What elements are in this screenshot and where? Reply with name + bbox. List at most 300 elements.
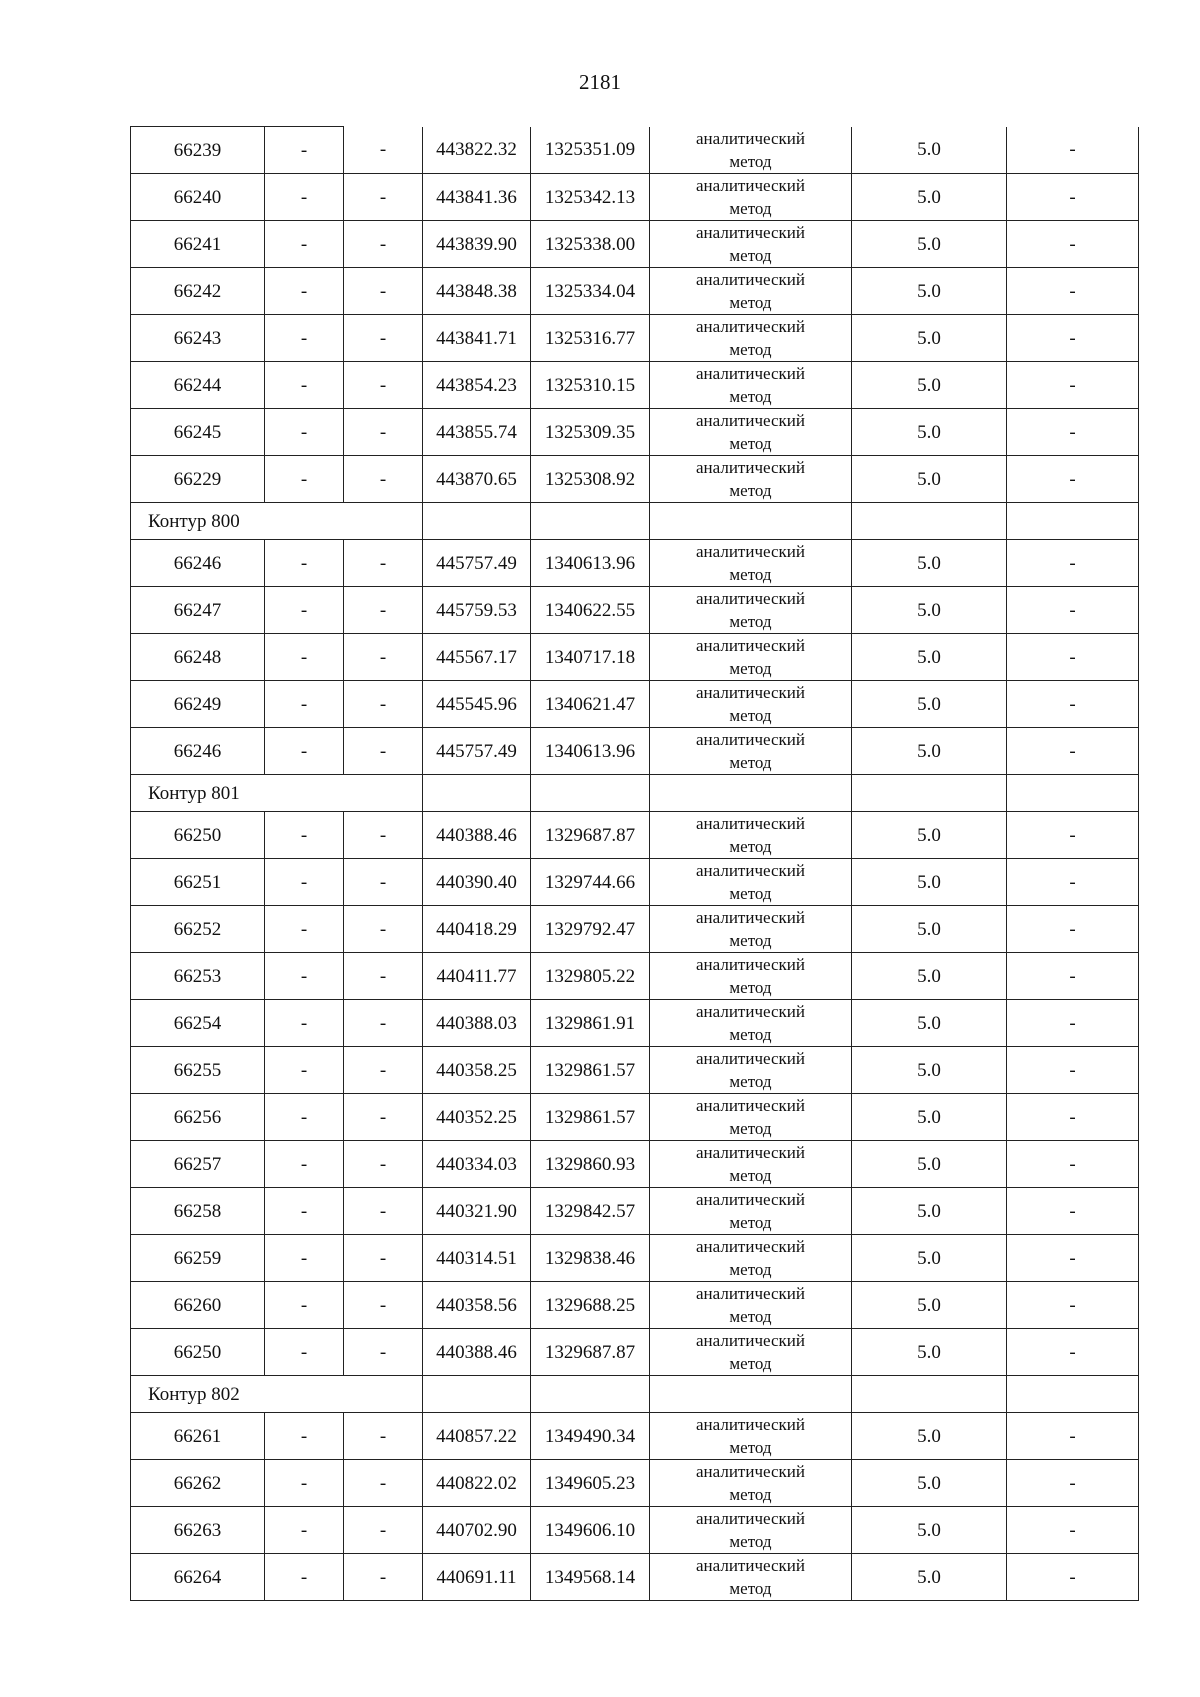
dash-cell: - (1007, 362, 1139, 409)
dash-cell: - (1007, 127, 1139, 174)
dash-cell: - (344, 681, 423, 728)
method-line-2: метод (729, 1260, 772, 1279)
method-cell (650, 540, 852, 587)
accuracy-cell: 5.0 (852, 859, 1007, 906)
dash-cell: - (344, 1094, 423, 1141)
y-coordinate-cell: 1325309.35 (531, 409, 650, 456)
method-line-1: аналитический (696, 908, 805, 927)
accuracy-cell: 5.0 (852, 540, 1007, 587)
x-coordinate-cell: 440358.56 (423, 1282, 531, 1329)
empty-cell (423, 503, 531, 540)
table-row (131, 906, 1139, 953)
dash-cell: - (344, 1141, 423, 1188)
method-line-1: аналитический (696, 1143, 805, 1162)
table-row (131, 1188, 1139, 1235)
point-number-cell: 66259 (131, 1235, 265, 1282)
y-coordinate-cell: 1329744.66 (531, 859, 650, 906)
table-row (131, 812, 1139, 859)
method-line-2: метод (729, 1213, 772, 1232)
method-cell (650, 315, 852, 362)
point-number-cell: 66264 (131, 1554, 265, 1601)
empty-cell (650, 1376, 852, 1413)
method-cell (650, 174, 852, 221)
dash-cell: - (265, 1282, 344, 1329)
method-line-1: аналитический (696, 1331, 805, 1350)
x-coordinate-cell: 440358.25 (423, 1047, 531, 1094)
dash-cell: - (265, 1141, 344, 1188)
point-number-cell: 66257 (131, 1141, 265, 1188)
method-line-1: аналитический (696, 128, 805, 148)
dash-cell: - (265, 1413, 344, 1460)
method-line-2: метод (729, 837, 772, 856)
table-row (131, 1047, 1139, 1094)
method-line-1: аналитический (696, 317, 805, 336)
table-row (131, 728, 1139, 775)
dash-cell: - (265, 634, 344, 681)
point-number-cell: 66255 (131, 1047, 265, 1094)
dash-cell: - (344, 906, 423, 953)
point-number-cell: 66256 (131, 1094, 265, 1141)
method-line-2: метод (729, 246, 772, 265)
y-coordinate-cell: 1325351.09 (531, 127, 650, 174)
accuracy-cell: 5.0 (852, 221, 1007, 268)
x-coordinate-cell: 440822.02 (423, 1460, 531, 1507)
method-line-2: метод (729, 1579, 772, 1598)
accuracy-cell: 5.0 (852, 1282, 1007, 1329)
table-row (131, 634, 1139, 681)
y-coordinate-cell: 1329860.93 (531, 1141, 650, 1188)
dash-cell: - (1007, 1047, 1139, 1094)
method-line-1: аналитический (696, 411, 805, 430)
coordinates-table (130, 126, 1139, 1601)
accuracy-cell: 5.0 (852, 1047, 1007, 1094)
point-number-cell: 66252 (131, 906, 265, 953)
empty-cell (531, 503, 650, 540)
dash-cell: - (344, 634, 423, 681)
point-number-cell: 66240 (131, 174, 265, 221)
point-number-cell: 66243 (131, 315, 265, 362)
dash-cell: - (1007, 906, 1139, 953)
method-line-2: метод (729, 1354, 772, 1373)
dash-cell: - (1007, 1000, 1139, 1047)
point-number-cell: 66258 (131, 1188, 265, 1235)
method-line-2: метод (729, 978, 772, 997)
accuracy-cell: 5.0 (852, 174, 1007, 221)
x-coordinate-cell: 440857.22 (423, 1413, 531, 1460)
dash-cell: - (344, 1413, 423, 1460)
accuracy-cell: 5.0 (852, 127, 1007, 174)
x-coordinate-cell: 443822.32 (423, 127, 531, 174)
x-coordinate-cell: 445545.96 (423, 681, 531, 728)
point-number-cell: 66242 (131, 268, 265, 315)
table-row (131, 859, 1139, 906)
empty-cell (852, 775, 1007, 812)
x-coordinate-cell: 443841.36 (423, 174, 531, 221)
dash-cell: - (265, 1000, 344, 1047)
accuracy-cell: 5.0 (852, 1094, 1007, 1141)
table-row (131, 1000, 1139, 1047)
dash-cell: - (265, 587, 344, 634)
dash-cell: - (265, 1554, 344, 1601)
x-coordinate-cell: 443839.90 (423, 221, 531, 268)
table-row (131, 1282, 1139, 1329)
empty-cell (650, 775, 852, 812)
empty-cell (1007, 1376, 1139, 1413)
x-coordinate-cell: 440388.46 (423, 812, 531, 859)
y-coordinate-cell: 1340613.96 (531, 728, 650, 775)
method-line-1: аналитический (696, 955, 805, 974)
y-coordinate-cell: 1340621.47 (531, 681, 650, 728)
method-cell (650, 906, 852, 953)
method-cell (650, 1329, 852, 1376)
point-number-cell: 66241 (131, 221, 265, 268)
y-coordinate-cell: 1349568.14 (531, 1554, 650, 1601)
dash-cell: - (344, 1460, 423, 1507)
table-row (131, 587, 1139, 634)
table-row (131, 362, 1139, 409)
x-coordinate-cell: 443855.74 (423, 409, 531, 456)
empty-cell (1007, 775, 1139, 812)
x-coordinate-cell: 440388.46 (423, 1329, 531, 1376)
empty-cell (852, 1376, 1007, 1413)
dash-cell: - (1007, 1141, 1139, 1188)
dash-cell: - (1007, 1329, 1139, 1376)
contour-header-row (131, 775, 1139, 812)
dash-cell: - (344, 859, 423, 906)
dash-cell: - (344, 268, 423, 315)
method-cell (650, 1188, 852, 1235)
dash-cell: - (265, 953, 344, 1000)
table-row (131, 221, 1139, 268)
dash-cell: - (265, 315, 344, 362)
point-number-cell: 66246 (131, 728, 265, 775)
y-coordinate-cell: 1329838.46 (531, 1235, 650, 1282)
accuracy-cell: 5.0 (852, 634, 1007, 681)
method-cell (650, 812, 852, 859)
method-cell (650, 859, 852, 906)
table-row (131, 268, 1139, 315)
dash-cell: - (265, 540, 344, 587)
table-row (131, 681, 1139, 728)
page-number: 2181 (579, 70, 621, 94)
dash-cell: - (1007, 456, 1139, 503)
x-coordinate-cell: 443841.71 (423, 315, 531, 362)
table-row (131, 409, 1139, 456)
method-line-2: метод (729, 1532, 772, 1551)
dash-cell: - (265, 1460, 344, 1507)
point-number-cell: 66250 (131, 1329, 265, 1376)
point-number-cell: 66239 (131, 127, 265, 174)
dash-cell: - (1007, 221, 1139, 268)
method-line-2: метод (729, 1307, 772, 1326)
method-cell (650, 1413, 852, 1460)
method-line-1: аналитический (696, 814, 805, 833)
x-coordinate-cell: 440334.03 (423, 1141, 531, 1188)
method-line-1: аналитический (696, 683, 805, 702)
table-row (131, 174, 1139, 221)
accuracy-cell: 5.0 (852, 1460, 1007, 1507)
method-line-2: метод (729, 199, 772, 218)
method-line-1: аналитический (696, 458, 805, 477)
table-row (131, 1507, 1139, 1554)
y-coordinate-cell: 1325338.00 (531, 221, 650, 268)
method-cell (650, 1554, 852, 1601)
method-line-2: метод (729, 481, 772, 500)
method-cell (650, 1047, 852, 1094)
method-line-2: метод (729, 1072, 772, 1091)
empty-cell (1007, 503, 1139, 540)
dash-cell: - (1007, 1188, 1139, 1235)
point-number-cell: 66249 (131, 681, 265, 728)
dash-cell: - (344, 456, 423, 503)
accuracy-cell: 5.0 (852, 268, 1007, 315)
point-number-cell: 66250 (131, 812, 265, 859)
table-row (131, 1460, 1139, 1507)
table-row (131, 127, 1139, 174)
method-cell (650, 1141, 852, 1188)
y-coordinate-cell: 1325334.04 (531, 268, 650, 315)
accuracy-cell: 5.0 (852, 1000, 1007, 1047)
point-number-cell: 66261 (131, 1413, 265, 1460)
dash-cell: - (1007, 1235, 1139, 1282)
method-line-2: метод (729, 753, 772, 772)
dash-cell: - (265, 268, 344, 315)
accuracy-cell: 5.0 (852, 315, 1007, 362)
x-coordinate-cell: 445757.49 (423, 540, 531, 587)
empty-cell (423, 1376, 531, 1413)
method-line-2: метод (729, 387, 772, 406)
x-coordinate-cell: 440388.03 (423, 1000, 531, 1047)
y-coordinate-cell: 1329861.91 (531, 1000, 650, 1047)
dash-cell: - (1007, 634, 1139, 681)
y-coordinate-cell: 1340622.55 (531, 587, 650, 634)
table-row (131, 456, 1139, 503)
contour-label: Контур 802 (131, 1376, 423, 1413)
method-cell (650, 1460, 852, 1507)
accuracy-cell: 5.0 (852, 1235, 1007, 1282)
dash-cell: - (265, 812, 344, 859)
dash-cell: - (1007, 1554, 1139, 1601)
x-coordinate-cell: 440390.40 (423, 859, 531, 906)
dash-cell: - (1007, 587, 1139, 634)
x-coordinate-cell: 440352.25 (423, 1094, 531, 1141)
table-row (131, 540, 1139, 587)
method-cell (650, 1235, 852, 1282)
dash-cell: - (1007, 953, 1139, 1000)
dash-cell: - (265, 221, 344, 268)
x-coordinate-cell: 440411.77 (423, 953, 531, 1000)
accuracy-cell: 5.0 (852, 953, 1007, 1000)
dash-cell: - (344, 127, 423, 174)
method-cell (650, 268, 852, 315)
dash-cell: - (1007, 1413, 1139, 1460)
x-coordinate-cell: 440314.51 (423, 1235, 531, 1282)
accuracy-cell: 5.0 (852, 812, 1007, 859)
dash-cell: - (265, 1329, 344, 1376)
y-coordinate-cell: 1329861.57 (531, 1047, 650, 1094)
method-line-2: метод (729, 151, 772, 171)
method-line-1: аналитический (696, 1049, 805, 1068)
method-line-2: метод (729, 1485, 772, 1504)
method-line-1: аналитический (696, 1556, 805, 1575)
table-row (131, 1413, 1139, 1460)
method-line-1: аналитический (696, 1415, 805, 1434)
method-cell (650, 634, 852, 681)
x-coordinate-cell: 440702.90 (423, 1507, 531, 1554)
accuracy-cell: 5.0 (852, 1329, 1007, 1376)
method-line-2: метод (729, 293, 772, 312)
point-number-cell: 66263 (131, 1507, 265, 1554)
method-line-1: аналитический (696, 270, 805, 289)
y-coordinate-cell: 1329688.25 (531, 1282, 650, 1329)
accuracy-cell: 5.0 (852, 728, 1007, 775)
dash-cell: - (265, 456, 344, 503)
x-coordinate-cell: 440691.11 (423, 1554, 531, 1601)
x-coordinate-cell: 443848.38 (423, 268, 531, 315)
method-cell (650, 1000, 852, 1047)
method-line-2: метод (729, 884, 772, 903)
method-line-1: аналитический (696, 861, 805, 880)
dash-cell: - (1007, 1507, 1139, 1554)
dash-cell: - (1007, 728, 1139, 775)
dash-cell: - (344, 221, 423, 268)
method-cell (650, 221, 852, 268)
dash-cell: - (265, 1188, 344, 1235)
dash-cell: - (1007, 1460, 1139, 1507)
y-coordinate-cell: 1349605.23 (531, 1460, 650, 1507)
y-coordinate-cell: 1329687.87 (531, 812, 650, 859)
method-line-2: метод (729, 1166, 772, 1185)
y-coordinate-cell: 1349490.34 (531, 1413, 650, 1460)
accuracy-cell: 5.0 (852, 1554, 1007, 1601)
contour-label: Контур 800 (131, 503, 423, 540)
x-coordinate-cell: 445757.49 (423, 728, 531, 775)
dash-cell: - (344, 728, 423, 775)
point-number-cell: 66244 (131, 362, 265, 409)
table-row (131, 953, 1139, 1000)
y-coordinate-cell: 1329861.57 (531, 1094, 650, 1141)
y-coordinate-cell: 1325310.15 (531, 362, 650, 409)
method-line-2: метод (729, 340, 772, 359)
dash-cell: - (344, 1047, 423, 1094)
method-line-2: метод (729, 1119, 772, 1138)
dash-cell: - (265, 906, 344, 953)
point-number-cell: 66251 (131, 859, 265, 906)
dash-cell: - (1007, 268, 1139, 315)
method-line-1: аналитический (696, 1462, 805, 1481)
method-cell (650, 681, 852, 728)
accuracy-cell: 5.0 (852, 1141, 1007, 1188)
empty-cell (531, 1376, 650, 1413)
dash-cell: - (265, 1235, 344, 1282)
point-number-cell: 66248 (131, 634, 265, 681)
method-line-1: аналитический (696, 1190, 805, 1209)
y-coordinate-cell: 1340613.96 (531, 540, 650, 587)
y-coordinate-cell: 1349606.10 (531, 1507, 650, 1554)
accuracy-cell: 5.0 (852, 456, 1007, 503)
dash-cell: - (1007, 174, 1139, 221)
accuracy-cell: 5.0 (852, 409, 1007, 456)
empty-cell (531, 775, 650, 812)
x-coordinate-cell: 440321.90 (423, 1188, 531, 1235)
method-line-1: аналитический (696, 1284, 805, 1303)
point-number-cell: 66253 (131, 953, 265, 1000)
method-line-1: аналитический (696, 1237, 805, 1256)
point-number-cell: 66262 (131, 1460, 265, 1507)
method-line-1: аналитический (696, 176, 805, 195)
method-line-2: метод (729, 706, 772, 725)
table-row (131, 315, 1139, 362)
dash-cell: - (1007, 812, 1139, 859)
dash-cell: - (344, 1282, 423, 1329)
dash-cell: - (265, 127, 344, 174)
dash-cell: - (1007, 1282, 1139, 1329)
dash-cell: - (265, 174, 344, 221)
method-line-1: аналитический (696, 1096, 805, 1115)
dash-cell: - (1007, 540, 1139, 587)
contour-header-row (131, 1376, 1139, 1413)
method-line-1: аналитический (696, 364, 805, 383)
method-line-1: аналитический (696, 223, 805, 242)
dash-cell: - (1007, 1094, 1139, 1141)
method-cell (650, 1094, 852, 1141)
y-coordinate-cell: 1325342.13 (531, 174, 650, 221)
contour-header-row (131, 503, 1139, 540)
dash-cell: - (344, 1329, 423, 1376)
x-coordinate-cell: 445567.17 (423, 634, 531, 681)
dash-cell: - (265, 728, 344, 775)
method-line-1: аналитический (696, 636, 805, 655)
dash-cell: - (344, 1188, 423, 1235)
dash-cell: - (1007, 315, 1139, 362)
y-coordinate-cell: 1329687.87 (531, 1329, 650, 1376)
method-cell (650, 127, 852, 174)
dash-cell: - (344, 540, 423, 587)
table-row (131, 1554, 1139, 1601)
dash-cell: - (344, 1000, 423, 1047)
method-line-2: метод (729, 1025, 772, 1044)
dash-cell: - (344, 362, 423, 409)
method-cell (650, 1282, 852, 1329)
dash-cell: - (265, 681, 344, 728)
y-coordinate-cell: 1329805.22 (531, 953, 650, 1000)
table-row (131, 1329, 1139, 1376)
accuracy-cell: 5.0 (852, 1507, 1007, 1554)
method-cell (650, 728, 852, 775)
point-number-cell: 66247 (131, 587, 265, 634)
x-coordinate-cell: 440418.29 (423, 906, 531, 953)
dash-cell: - (1007, 409, 1139, 456)
table-row (131, 1235, 1139, 1282)
dash-cell: - (265, 1094, 344, 1141)
method-cell (650, 362, 852, 409)
dash-cell: - (265, 1507, 344, 1554)
contour-label: Контур 801 (131, 775, 423, 812)
dash-cell: - (344, 315, 423, 362)
dash-cell: - (344, 812, 423, 859)
y-coordinate-cell: 1325316.77 (531, 315, 650, 362)
method-line-2: метод (729, 612, 772, 631)
method-line-1: аналитический (696, 1509, 805, 1528)
table-body (131, 127, 1139, 1601)
dash-cell: - (265, 409, 344, 456)
dash-cell: - (344, 1554, 423, 1601)
accuracy-cell: 5.0 (852, 362, 1007, 409)
empty-cell (423, 775, 531, 812)
dash-cell: - (344, 409, 423, 456)
accuracy-cell: 5.0 (852, 681, 1007, 728)
accuracy-cell: 5.0 (852, 1413, 1007, 1460)
